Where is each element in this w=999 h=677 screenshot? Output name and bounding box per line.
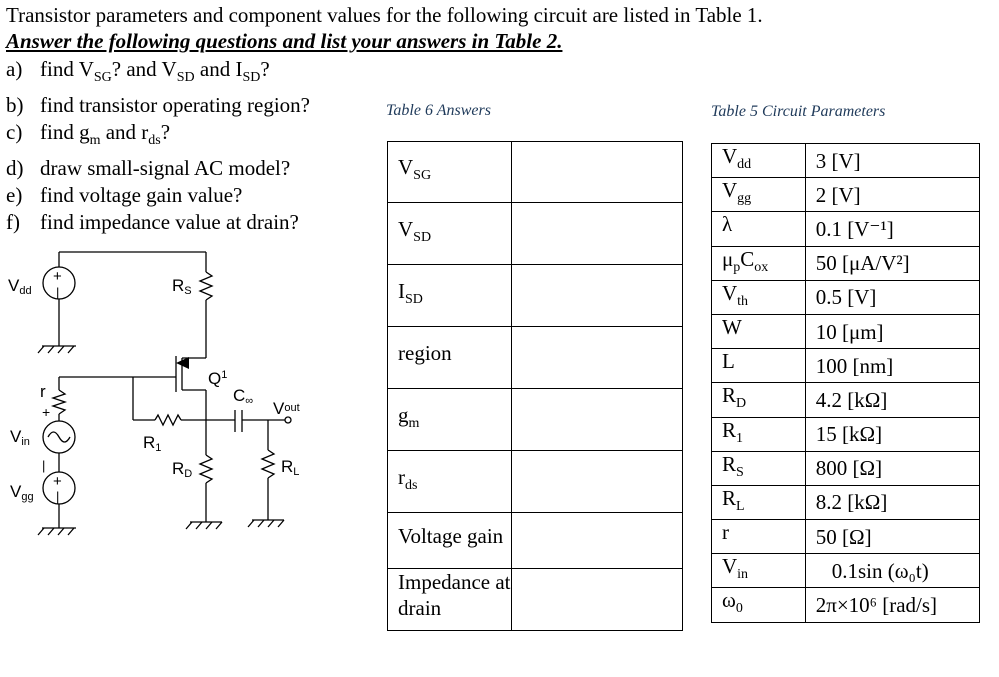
answers-table bbox=[387, 141, 683, 631]
answers-table-caption: Table 6 Answers bbox=[386, 102, 491, 119]
param-value: 0.1 [V⁻¹] bbox=[805, 212, 979, 246]
param-row bbox=[712, 212, 980, 246]
param-value: 10 [μm] bbox=[805, 314, 979, 348]
param-row bbox=[712, 383, 980, 417]
rd-label: RD bbox=[172, 459, 193, 480]
question-c: c) find $g_m$ and $r_{ds}$? bbox=[6, 120, 171, 149]
params-table bbox=[711, 143, 980, 623]
answer-cell[interactable] bbox=[511, 451, 682, 513]
param-name: $R_L$ bbox=[712, 485, 806, 519]
answer-label: $r_{ds}$ bbox=[388, 451, 512, 513]
param-value: 0.1sin (ω₀t) bbox=[805, 554, 979, 588]
question-d: d) draw small-signal AC model? bbox=[6, 155, 291, 180]
param-name: $V_{dd}$ bbox=[712, 144, 806, 178]
param-value: 50 [μA/V²] bbox=[805, 246, 979, 280]
param-name: $V_{th}$ bbox=[712, 280, 806, 314]
param-value: 0.5 [V] bbox=[805, 280, 979, 314]
param-name: $R_1$ bbox=[712, 417, 806, 451]
param-name: L bbox=[712, 349, 806, 383]
answer-row bbox=[388, 142, 683, 203]
question-list bbox=[6, 56, 310, 237]
answer-row bbox=[388, 451, 683, 513]
answer-row bbox=[388, 203, 683, 265]
param-value: 800 [Ω] bbox=[805, 451, 979, 485]
param-row bbox=[712, 144, 980, 178]
question-f: f) find impedance value at drain? bbox=[6, 210, 299, 235]
svg-text:|: | bbox=[42, 458, 46, 473]
param-value: 50 [Ω] bbox=[805, 520, 979, 554]
answer-row bbox=[388, 389, 683, 451]
r1-label: R1 bbox=[143, 433, 162, 454]
param-value: 100 [nm] bbox=[805, 349, 979, 383]
answer-label: $I_{SD}$ bbox=[388, 265, 512, 327]
answer-cell[interactable] bbox=[511, 142, 682, 203]
param-row bbox=[712, 280, 980, 314]
param-row bbox=[712, 588, 980, 622]
params-table-caption: Table 5 Circuit Parameters bbox=[711, 103, 886, 120]
rl-label: RL bbox=[281, 457, 300, 478]
param-row bbox=[712, 554, 980, 588]
r-label: r bbox=[40, 382, 46, 401]
answer-cell[interactable] bbox=[511, 327, 682, 389]
answer-label: Impedance at drain bbox=[388, 569, 512, 631]
answer-label: $V_{SD}$ bbox=[388, 203, 512, 265]
param-row bbox=[712, 246, 980, 280]
param-name: $\omega_0$ bbox=[712, 588, 806, 622]
intro-line-1: Transistor parameters and component values for the following circuit are listed in Table 1. bbox=[6, 3, 763, 27]
param-row bbox=[712, 451, 980, 485]
param-row bbox=[712, 485, 980, 519]
param-value: 8.2 [kΩ] bbox=[805, 485, 979, 519]
answer-cell[interactable] bbox=[511, 513, 682, 569]
question-e: e) find voltage gain value? bbox=[6, 183, 243, 207]
param-name: W bbox=[712, 314, 806, 348]
param-value: 2 [V] bbox=[805, 178, 979, 212]
param-row bbox=[712, 520, 980, 554]
c-label: C∞ bbox=[233, 386, 254, 407]
param-row bbox=[712, 178, 980, 212]
vin-label: Vin bbox=[10, 427, 30, 448]
param-row bbox=[712, 417, 980, 451]
answer-row bbox=[388, 569, 683, 631]
svg-text:+: + bbox=[53, 268, 62, 285]
answer-label: Voltage gain bbox=[388, 513, 512, 569]
svg-text:+: + bbox=[42, 404, 51, 420]
q1-label: $Q^1$ bbox=[208, 369, 228, 388]
param-name: $V_{gg}$ bbox=[712, 178, 806, 212]
svg-text:|: | bbox=[56, 285, 60, 300]
param-name: $R_S$ bbox=[712, 451, 806, 485]
circuit-schematic bbox=[0, 230, 340, 550]
answer-row bbox=[388, 513, 683, 569]
vdd-label: Vdd bbox=[8, 276, 32, 297]
answer-label: region bbox=[388, 327, 512, 389]
vgg-label: Vgg bbox=[10, 482, 34, 503]
svg-text:|: | bbox=[56, 489, 60, 504]
param-row bbox=[712, 314, 980, 348]
answer-row bbox=[388, 265, 683, 327]
param-name: $\mu_pC_{ox}$ bbox=[712, 246, 806, 280]
rs-label: RS bbox=[172, 276, 192, 297]
param-value: 2π×10⁶ [rad/s] bbox=[805, 588, 979, 622]
question-b: b) find transistor operating region? bbox=[6, 92, 311, 117]
param-name: λ bbox=[712, 212, 806, 246]
answer-label: $V_{SG}$ bbox=[388, 142, 512, 203]
param-row bbox=[712, 349, 980, 383]
param-value: 3 [V] bbox=[805, 144, 979, 178]
question-a: a) find $V_{SG}$? and $V_{SD}$ and $I_{SD}$? bbox=[6, 57, 270, 86]
answer-cell[interactable] bbox=[511, 569, 682, 631]
param-value: 4.2 [kΩ] bbox=[805, 383, 979, 417]
intro-line-2: Answer the following questions and list your answers in Table 2. bbox=[6, 29, 563, 53]
answer-cell[interactable] bbox=[511, 265, 682, 327]
svg-text:+: + bbox=[53, 473, 62, 490]
param-value: 15 [kΩ] bbox=[805, 417, 979, 451]
param-name: r bbox=[712, 520, 806, 554]
param-name: $V_{in}$ bbox=[712, 554, 806, 588]
answer-cell[interactable] bbox=[511, 203, 682, 265]
param-name: $R_D$ bbox=[712, 383, 806, 417]
answer-row bbox=[388, 327, 683, 389]
answer-label: $g_m$ bbox=[388, 389, 512, 451]
answer-cell[interactable] bbox=[511, 389, 682, 451]
vout-label: Vout bbox=[273, 399, 300, 418]
